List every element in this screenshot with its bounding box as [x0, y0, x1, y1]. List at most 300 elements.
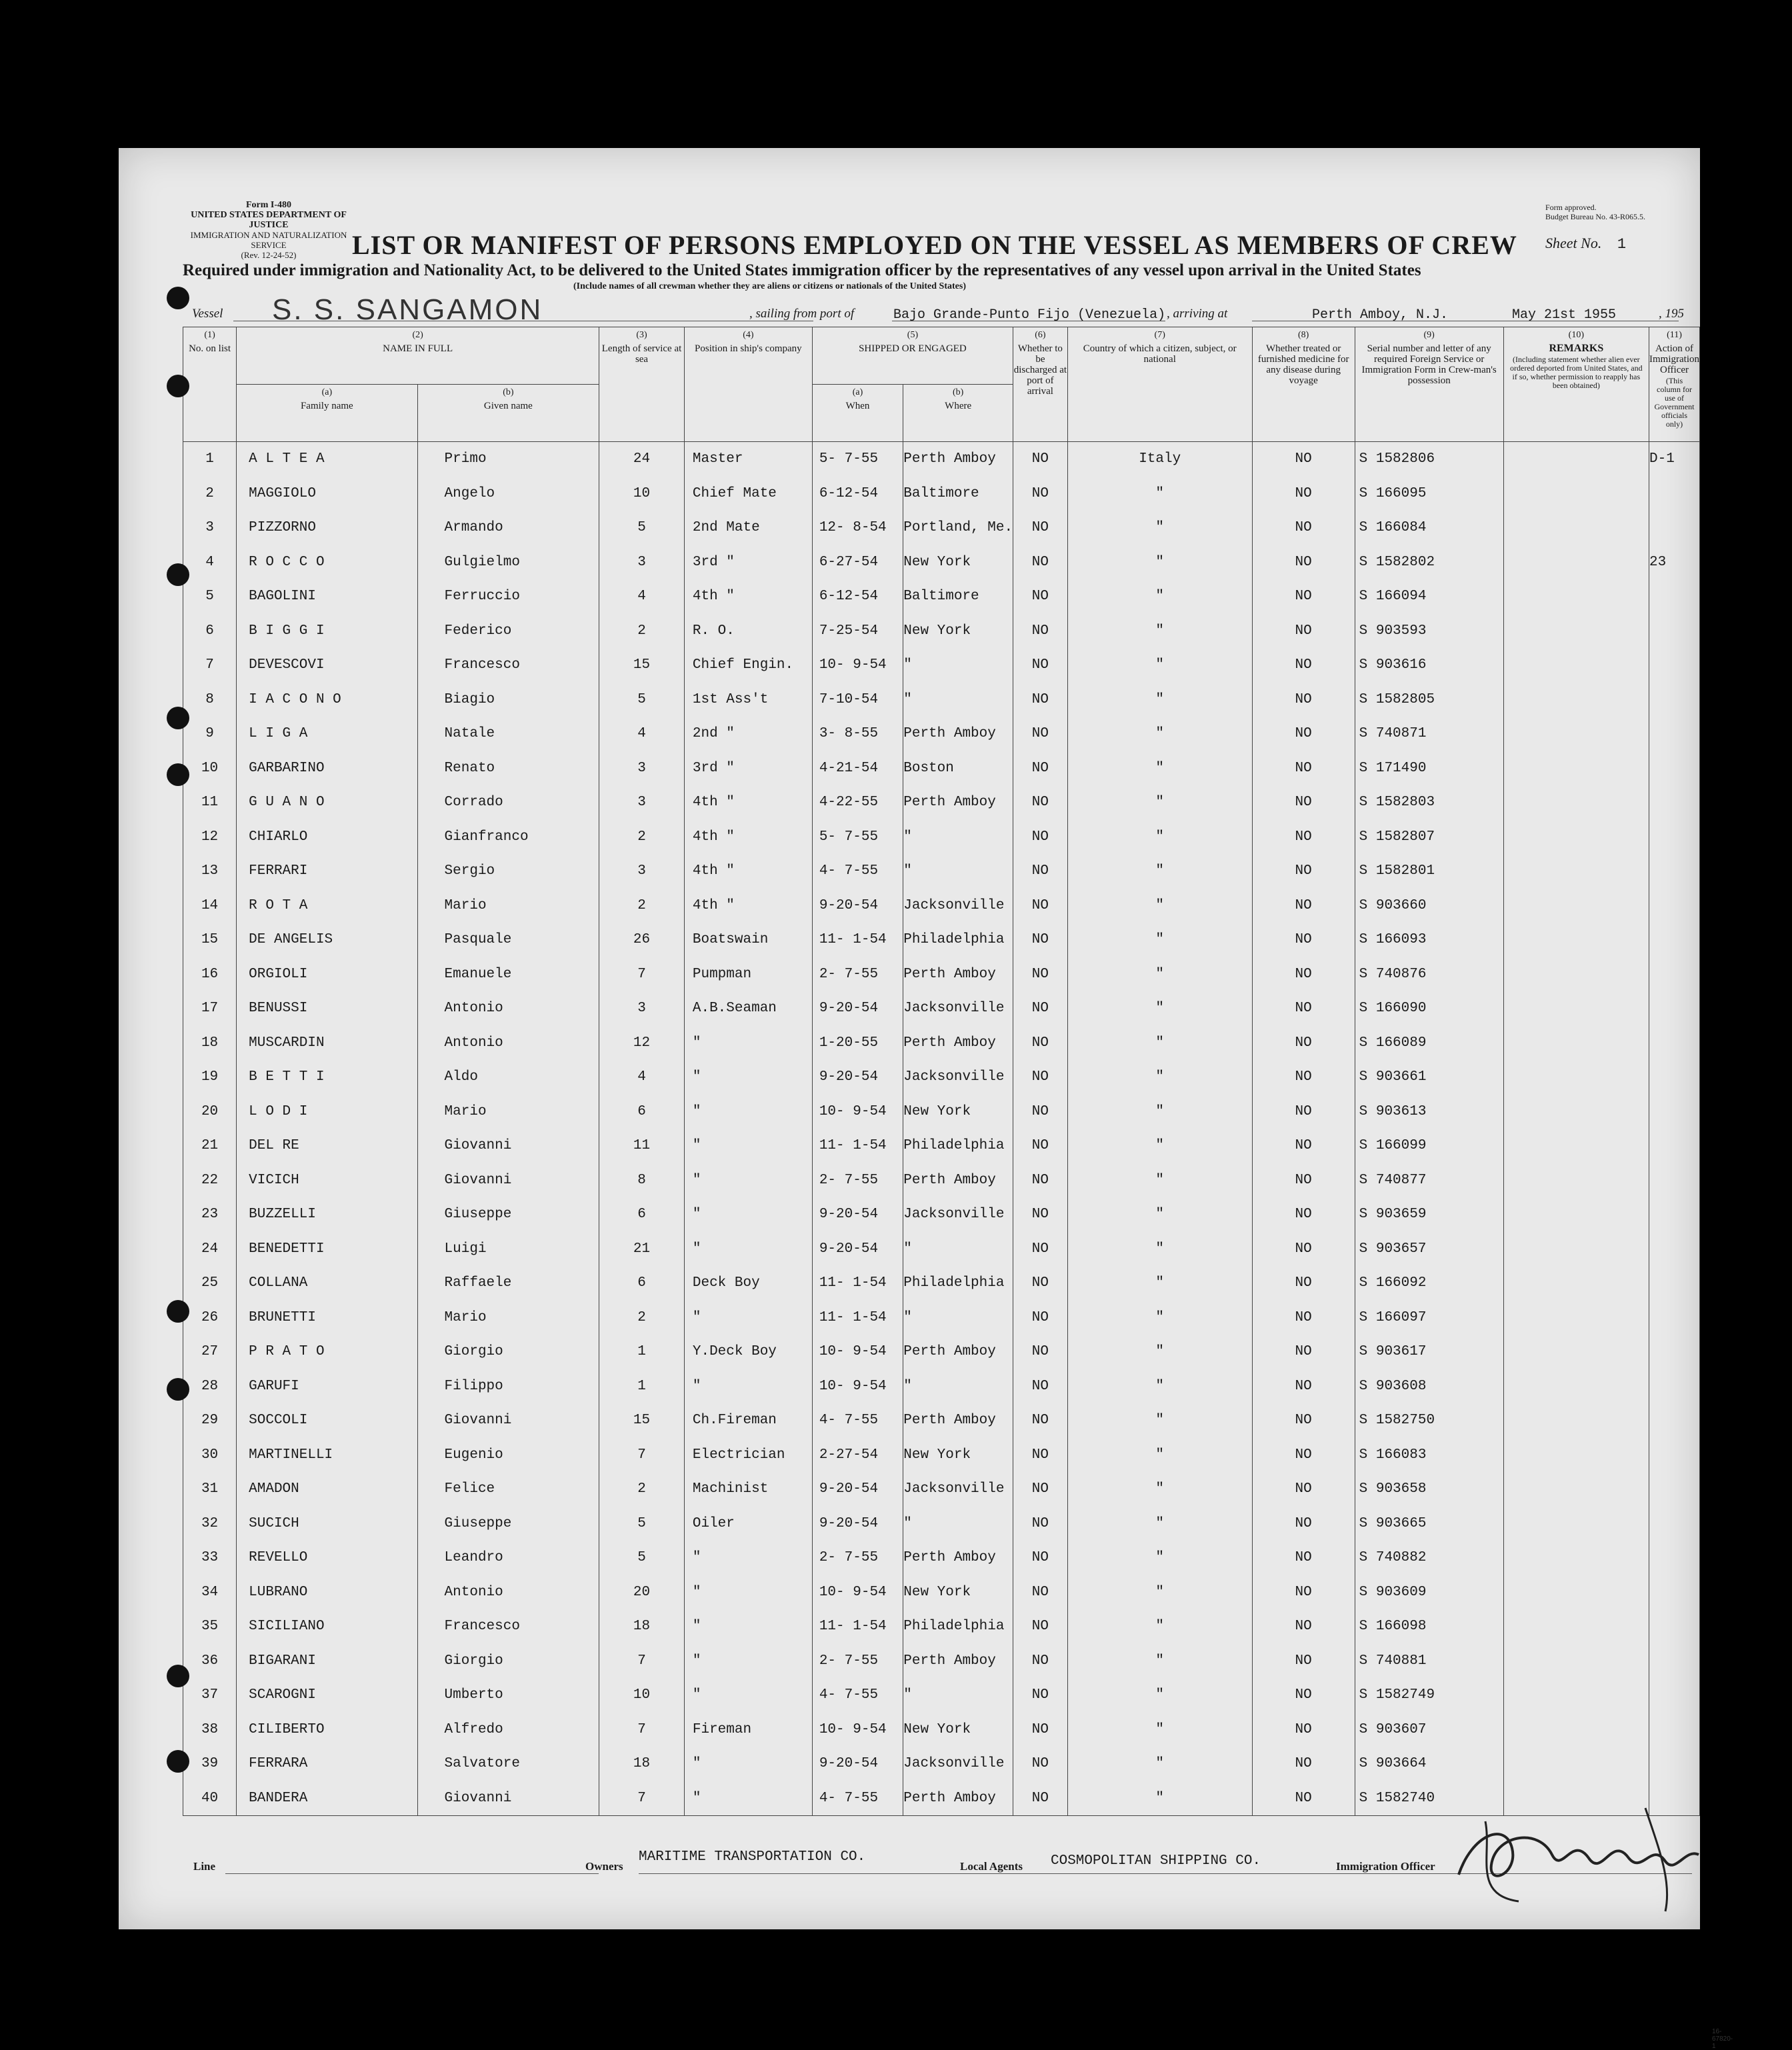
discharged-cell: NO — [1013, 1335, 1068, 1369]
medicine-cell: NO — [1252, 1678, 1355, 1713]
table-row — [183, 717, 1700, 751]
officer-action-cell — [1649, 1403, 1700, 1438]
position-cell: Machinist — [684, 1472, 812, 1507]
shipped-when-cell: 9-20-54 — [812, 889, 903, 923]
position-cell: 4th " — [684, 820, 812, 855]
serial-number-cell: S 166093 — [1355, 923, 1503, 957]
officer-action-cell — [1649, 1575, 1700, 1610]
officer-action-cell — [1649, 1163, 1700, 1198]
serial-number-cell: S 1582802 — [1355, 545, 1503, 580]
length-of-service-cell: 3 — [599, 991, 685, 1026]
family-name-cell: MUSCARDIN — [237, 1026, 417, 1061]
sheet-number — [1545, 235, 1626, 253]
punch-hole — [167, 375, 189, 397]
family-name-cell: BRUNETTI — [237, 1301, 417, 1335]
remarks-cell — [1503, 923, 1649, 957]
length-of-service-cell: 1 — [599, 1369, 685, 1404]
row-number-cell: 34 — [183, 1575, 237, 1610]
country-cell: " — [1067, 1678, 1252, 1713]
family-name-cell: LUBRANO — [237, 1575, 417, 1610]
table-row — [183, 1747, 1700, 1781]
shipped-when-cell: 12- 8-54 — [812, 511, 903, 545]
shipped-where-cell: New York — [903, 1095, 1013, 1129]
sheet-value: 1 — [1617, 236, 1627, 253]
table-row — [183, 1713, 1700, 1747]
discharged-cell: NO — [1013, 1095, 1068, 1129]
row-number-cell: 31 — [183, 1472, 237, 1507]
length-of-service-cell: 4 — [599, 717, 685, 751]
family-name-cell: REVELLO — [237, 1541, 417, 1575]
table-row — [183, 1060, 1700, 1095]
col-position-label: Position in ship's company — [695, 343, 802, 354]
row-number-cell: 33 — [183, 1541, 237, 1575]
form-revision: (Rev. 12-24-52) — [241, 250, 297, 260]
shipped-where-cell: Philadelphia — [903, 923, 1013, 957]
table-row — [183, 1266, 1700, 1301]
medicine-cell: NO — [1252, 1403, 1355, 1438]
position-cell: " — [684, 1163, 812, 1198]
shipped-where-cell: Jacksonville — [903, 991, 1013, 1026]
serial-number-cell: S 903593 — [1355, 614, 1503, 649]
shipped-where-cell: Jacksonville — [903, 1472, 1013, 1507]
length-of-service-cell: 26 — [599, 923, 685, 957]
row-number-cell: 27 — [183, 1335, 237, 1369]
shipped-when-cell: 2- 7-55 — [812, 1163, 903, 1198]
officer-signature — [1445, 1795, 1725, 1915]
medicine-cell: NO — [1252, 545, 1355, 580]
shipped-where-cell: Perth Amboy — [903, 1335, 1013, 1369]
remarks-cell — [1503, 1747, 1649, 1781]
length-of-service-cell: 7 — [599, 957, 685, 992]
col-shipped-header: (5) SHIPPED OR ENGAGED — [812, 327, 1013, 385]
given-name-cell: Renato — [417, 751, 599, 786]
discharged-cell: NO — [1013, 442, 1068, 477]
length-of-service-cell: 20 — [599, 1575, 685, 1610]
discharged-cell: NO — [1013, 1266, 1068, 1301]
length-of-service-cell: 6 — [599, 1197, 685, 1232]
shipped-when-cell: 4- 7-55 — [812, 1678, 903, 1713]
shipped-where-cell: " — [903, 1301, 1013, 1335]
discharged-cell: NO — [1013, 511, 1068, 545]
discharged-cell: NO — [1013, 1438, 1068, 1473]
table-row — [183, 889, 1700, 923]
discharged-cell: NO — [1013, 1472, 1068, 1507]
length-of-service-cell: 2 — [599, 889, 685, 923]
serial-number-cell: S 166084 — [1355, 511, 1503, 545]
medicine-cell: NO — [1252, 1129, 1355, 1163]
remarks-cell — [1503, 1095, 1649, 1129]
family-name-cell: CILIBERTO — [237, 1713, 417, 1747]
remarks-cell — [1503, 820, 1649, 855]
medicine-cell: NO — [1252, 648, 1355, 683]
family-name-cell: SOCCOLI — [237, 1403, 417, 1438]
family-name-cell: A L T E A — [237, 442, 417, 477]
punch-hole — [167, 1665, 189, 1687]
medicine-cell: NO — [1252, 854, 1355, 889]
length-of-service-cell: 5 — [599, 683, 685, 717]
sheet-label: Sheet No. — [1545, 235, 1602, 251]
given-name-cell: Alfredo — [417, 1713, 599, 1747]
given-name-cell: Antonio — [417, 1575, 599, 1610]
position-cell: R. O. — [684, 614, 812, 649]
shipped-where-cell: Perth Amboy — [903, 442, 1013, 477]
position-cell: 3rd " — [684, 545, 812, 580]
col-length-label: Length of service at sea — [601, 343, 682, 365]
serial-number-cell: S 1582750 — [1355, 1403, 1503, 1438]
family-name-cell: R O C C O — [237, 545, 417, 580]
discharged-cell: NO — [1013, 1301, 1068, 1335]
row-number-cell: 25 — [183, 1266, 237, 1301]
row-number-cell: 9 — [183, 717, 237, 751]
serial-number-cell: S 903616 — [1355, 648, 1503, 683]
family-name-cell: BENEDETTI — [237, 1232, 417, 1267]
officer-action-cell — [1649, 477, 1700, 511]
remarks-cell — [1503, 785, 1649, 820]
officer-action-cell — [1649, 1747, 1700, 1781]
discharged-cell: NO — [1013, 579, 1068, 614]
medicine-cell: NO — [1252, 1060, 1355, 1095]
length-of-service-cell: 12 — [599, 1026, 685, 1061]
row-number-cell: 28 — [183, 1369, 237, 1404]
row-number-cell: 39 — [183, 1747, 237, 1781]
position-cell: Chief Engin. — [684, 648, 812, 683]
given-name-cell: Angelo — [417, 477, 599, 511]
officer-action-cell — [1649, 889, 1700, 923]
punch-hole — [167, 1750, 189, 1773]
shipped-when-cell: 4-21-54 — [812, 751, 903, 786]
table-row — [183, 511, 1700, 545]
family-name-cell: I A C O N O — [237, 683, 417, 717]
country-cell: " — [1067, 1232, 1252, 1267]
given-name-cell: Aldo — [417, 1060, 599, 1095]
medicine-cell: NO — [1252, 1266, 1355, 1301]
given-name-cell: Giorgio — [417, 1335, 599, 1369]
medicine-cell: NO — [1252, 889, 1355, 923]
given-name-cell: Giuseppe — [417, 1197, 599, 1232]
position-cell: 4th " — [684, 854, 812, 889]
given-name-cell: Antonio — [417, 991, 599, 1026]
officer-action-cell — [1649, 991, 1700, 1026]
given-name-cell: Felice — [417, 1472, 599, 1507]
given-name-cell: Ferruccio — [417, 579, 599, 614]
shipped-when-cell: 10- 9-54 — [812, 1335, 903, 1369]
family-name-cell: BIGARANI — [237, 1644, 417, 1679]
length-of-service-cell: 3 — [599, 785, 685, 820]
family-name-cell: PIZZORNO — [237, 511, 417, 545]
col-remarks-header: (10) REMARKS (Including statement whether alien ever ordered deported from United States, and if so, whether permission to reapply has been obtained) — [1503, 327, 1649, 442]
officer-action-cell — [1649, 923, 1700, 957]
shipped-when-cell: 9-20-54 — [812, 1197, 903, 1232]
serial-number-cell: S 903609 — [1355, 1575, 1503, 1610]
family-name-cell: AMADON — [237, 1472, 417, 1507]
table-row — [183, 477, 1700, 511]
family-name-cell: GARBARINO — [237, 751, 417, 786]
col-name-header: (2) NAME IN FULL — [237, 327, 599, 385]
medicine-cell: NO — [1252, 1541, 1355, 1575]
shipped-when-cell: 2- 7-55 — [812, 1541, 903, 1575]
table-row — [183, 820, 1700, 855]
serial-number-cell: S 740882 — [1355, 1541, 1503, 1575]
punch-hole — [167, 1300, 189, 1323]
country-cell: " — [1067, 1575, 1252, 1610]
discharged-cell: NO — [1013, 648, 1068, 683]
length-of-service-cell: 7 — [599, 1781, 685, 1816]
remarks-cell — [1503, 717, 1649, 751]
medicine-cell: NO — [1252, 1438, 1355, 1473]
family-name-cell: GARUFI — [237, 1369, 417, 1404]
row-number-cell: 14 — [183, 889, 237, 923]
officer-action-cell — [1649, 820, 1700, 855]
officer-action-cell — [1649, 957, 1700, 992]
shipped-when-cell: 10- 9-54 — [812, 1575, 903, 1610]
serial-number-cell: S 166083 — [1355, 1438, 1503, 1473]
family-name-cell: COLLANA — [237, 1266, 417, 1301]
serial-number-cell: S 171490 — [1355, 751, 1503, 786]
officer-action-cell — [1649, 683, 1700, 717]
shipped-where-cell: " — [903, 648, 1013, 683]
shipped-where-cell: Perth Amboy — [903, 957, 1013, 992]
discharged-cell: NO — [1013, 1678, 1068, 1713]
department-name: UNITED STATES DEPARTMENT OF JUSTICE — [191, 210, 347, 230]
country-cell: " — [1067, 785, 1252, 820]
serial-number-cell: S 1582806 — [1355, 442, 1503, 477]
col-number-label: No. on list — [189, 343, 231, 354]
shipped-when-cell: 9-20-54 — [812, 1232, 903, 1267]
manifest-sheet — [119, 148, 1733, 2050]
col-medicine-header: (8) Whether treated or furnished medicine for any disease during voyage — [1252, 327, 1355, 442]
officer-action-cell — [1649, 1644, 1700, 1679]
arrival-date: May 21st 1955 — [1512, 307, 1617, 323]
col-name-label: NAME IN FULL — [383, 343, 453, 354]
col-length-header: (3) Length of service at sea — [599, 327, 685, 442]
vessel-details — [192, 293, 1692, 326]
medicine-cell: NO — [1252, 683, 1355, 717]
length-of-service-cell: 8 — [599, 1163, 685, 1198]
shipped-where-cell: New York — [903, 1713, 1013, 1747]
table-row — [183, 1403, 1700, 1438]
officer-action-cell — [1649, 614, 1700, 649]
discharged-cell: NO — [1013, 1197, 1068, 1232]
medicine-cell: NO — [1252, 785, 1355, 820]
discharged-cell: NO — [1013, 854, 1068, 889]
given-name-cell: Umberto — [417, 1678, 599, 1713]
family-name-cell: SCAROGNI — [237, 1678, 417, 1713]
officer-action-cell: 23 — [1649, 545, 1700, 580]
shipped-when-cell: 2- 7-55 — [812, 1644, 903, 1679]
medicine-cell: NO — [1252, 717, 1355, 751]
shipped-when-cell: 1-20-55 — [812, 1026, 903, 1061]
serial-number-cell: S 903608 — [1355, 1369, 1503, 1404]
discharged-cell: NO — [1013, 1026, 1068, 1061]
table-row — [183, 1095, 1700, 1129]
row-number-cell: 5 — [183, 579, 237, 614]
table-row — [183, 1163, 1700, 1198]
length-of-service-cell: 4 — [599, 579, 685, 614]
row-number-cell: 38 — [183, 1713, 237, 1747]
medicine-cell: NO — [1252, 1781, 1355, 1816]
table-row — [183, 1026, 1700, 1061]
shipped-when-cell: 11- 1-54 — [812, 1266, 903, 1301]
given-name-cell: Armando — [417, 511, 599, 545]
discharged-cell: NO — [1013, 957, 1068, 992]
position-cell: Chief Mate — [684, 477, 812, 511]
shipped-where-cell: Philadelphia — [903, 1266, 1013, 1301]
position-cell: " — [684, 1575, 812, 1610]
discharged-cell: NO — [1013, 923, 1068, 957]
serial-number-cell: S 166094 — [1355, 579, 1503, 614]
officer-action-cell — [1649, 1197, 1700, 1232]
table-row — [183, 991, 1700, 1026]
shipped-when-cell: 9-20-54 — [812, 1507, 903, 1541]
include-instruction: (Include names of all crewman whether they are aliens or citizens or nationals of the United States) — [573, 281, 966, 291]
serial-number-cell: S 903617 — [1355, 1335, 1503, 1369]
officer-action-cell — [1649, 785, 1700, 820]
serial-number-cell: S 903664 — [1355, 1747, 1503, 1781]
given-name-cell: Gulgielmo — [417, 545, 599, 580]
discharged-cell: NO — [1013, 1232, 1068, 1267]
table-row — [183, 751, 1700, 786]
family-name-cell: FERRARA — [237, 1747, 417, 1781]
row-number-cell: 36 — [183, 1644, 237, 1679]
medicine-cell: NO — [1252, 614, 1355, 649]
officer-action-cell — [1649, 1713, 1700, 1747]
officer-action-cell — [1649, 1266, 1700, 1301]
shipped-where-cell: Perth Amboy — [903, 1644, 1013, 1679]
medicine-cell: NO — [1252, 957, 1355, 992]
serial-number-cell: S 740881 — [1355, 1644, 1503, 1679]
country-cell: " — [1067, 1747, 1252, 1781]
crew-table — [183, 327, 1700, 1816]
row-number-cell: 29 — [183, 1403, 237, 1438]
family-name-cell: MARTINELLI — [237, 1438, 417, 1473]
remarks-cell — [1503, 1609, 1649, 1644]
family-name-cell: P R A T O — [237, 1335, 417, 1369]
punch-hole — [167, 563, 189, 586]
position-cell: " — [684, 1129, 812, 1163]
country-cell: " — [1067, 923, 1252, 957]
serial-number-cell: S 166097 — [1355, 1301, 1503, 1335]
position-cell: " — [684, 1095, 812, 1129]
medicine-cell: NO — [1252, 1026, 1355, 1061]
table-row — [183, 545, 1700, 580]
discharged-cell: NO — [1013, 751, 1068, 786]
remarks-cell — [1503, 751, 1649, 786]
country-cell: " — [1067, 614, 1252, 649]
serial-number-cell: S 1582803 — [1355, 785, 1503, 820]
country-cell: Italy — [1067, 442, 1252, 477]
shipped-when-cell: 9-20-54 — [812, 1060, 903, 1095]
position-cell: Pumpman — [684, 957, 812, 992]
given-name-cell: Francesco — [417, 648, 599, 683]
shipped-where-cell: Perth Amboy — [903, 1541, 1013, 1575]
row-number-cell: 17 — [183, 991, 237, 1026]
serial-number-cell: S 1582740 — [1355, 1781, 1503, 1816]
remarks-cell — [1503, 1541, 1649, 1575]
remarks-cell — [1503, 614, 1649, 649]
agents-label: Local Agents — [960, 1860, 1023, 1873]
row-number-cell: 20 — [183, 1095, 237, 1129]
discharged-cell: NO — [1013, 889, 1068, 923]
shipped-where-cell: Boston — [903, 751, 1013, 786]
discharged-cell: NO — [1013, 717, 1068, 751]
col-where-label: Where — [945, 401, 972, 411]
medicine-cell: NO — [1252, 1472, 1355, 1507]
shipped-where-cell: " — [903, 1232, 1013, 1267]
shipped-when-cell: 7-10-54 — [812, 683, 903, 717]
table-row — [183, 683, 1700, 717]
col-country-label: Country of which a citizen, subject, or national — [1083, 343, 1237, 365]
discharged-cell: NO — [1013, 820, 1068, 855]
shipped-where-cell: Jacksonville — [903, 1060, 1013, 1095]
serial-number-cell: S 740877 — [1355, 1163, 1503, 1198]
row-number-cell: 26 — [183, 1301, 237, 1335]
given-name-cell: Gianfranco — [417, 820, 599, 855]
table-row — [183, 442, 1700, 477]
serial-number-cell: S 166099 — [1355, 1129, 1503, 1163]
legal-requirement-text: Required under immigration and Nationality Act, to be delivered to the United States immigration officer by the representatives of any vessel upon arrival in the United States — [183, 261, 1421, 279]
discharged-cell: NO — [1013, 1713, 1068, 1747]
position-cell: Master — [684, 442, 812, 477]
row-number-cell: 22 — [183, 1163, 237, 1198]
length-of-service-cell: 2 — [599, 1301, 685, 1335]
family-name-cell: BENUSSI — [237, 991, 417, 1026]
owners-value: MARITIME TRANSPORTATION CO. — [639, 1849, 866, 1865]
shipped-where-cell: Perth Amboy — [903, 785, 1013, 820]
col-where-header: (b) Where — [903, 385, 1013, 442]
family-name-cell: DE ANGELIS — [237, 923, 417, 957]
remarks-cell — [1503, 889, 1649, 923]
medicine-cell: NO — [1252, 991, 1355, 1026]
length-of-service-cell: 2 — [599, 820, 685, 855]
table-row — [183, 1335, 1700, 1369]
country-cell: " — [1067, 1609, 1252, 1644]
remarks-cell — [1503, 1575, 1649, 1610]
medicine-cell: NO — [1252, 1369, 1355, 1404]
table-row — [183, 1369, 1700, 1404]
document-title: LIST OR MANIFEST OF PERSONS EMPLOYED ON THE VESSEL AS MEMBERS OF CREW — [352, 230, 1517, 260]
row-number-cell: 4 — [183, 545, 237, 580]
country-cell: " — [1067, 1644, 1252, 1679]
family-name-cell: L I G A — [237, 717, 417, 751]
officer-action-cell — [1649, 1507, 1700, 1541]
length-of-service-cell: 18 — [599, 1747, 685, 1781]
position-cell: 4th " — [684, 889, 812, 923]
punch-hole — [167, 707, 189, 729]
remarks-cell — [1503, 511, 1649, 545]
family-name-cell: B I G G I — [237, 614, 417, 649]
officer-action-cell — [1649, 854, 1700, 889]
shipped-where-cell: Portland, Me. — [903, 511, 1013, 545]
length-of-service-cell: 21 — [599, 1232, 685, 1267]
family-name-cell: BANDERA — [237, 1781, 417, 1816]
shipped-where-cell: Philadelphia — [903, 1129, 1013, 1163]
table-row — [183, 1438, 1700, 1473]
shipped-when-cell: 4- 7-55 — [812, 1403, 903, 1438]
col-family-header: (a) Family name — [237, 385, 417, 442]
given-name-cell: Giuseppe — [417, 1507, 599, 1541]
serial-number-cell: S 166095 — [1355, 477, 1503, 511]
col-action-label: Action of Immigration Officer — [1649, 343, 1700, 375]
discharged-cell: NO — [1013, 545, 1068, 580]
table-row — [183, 1609, 1700, 1644]
given-name-cell: Filippo — [417, 1369, 599, 1404]
officer-action-cell — [1649, 1301, 1700, 1335]
discharged-cell: NO — [1013, 1541, 1068, 1575]
officer-action-cell — [1649, 717, 1700, 751]
col-medicine-label: Whether treated or furnished medicine for any disease during voyage — [1257, 343, 1349, 386]
given-name-cell: Emanuele — [417, 957, 599, 992]
country-cell: " — [1067, 1335, 1252, 1369]
